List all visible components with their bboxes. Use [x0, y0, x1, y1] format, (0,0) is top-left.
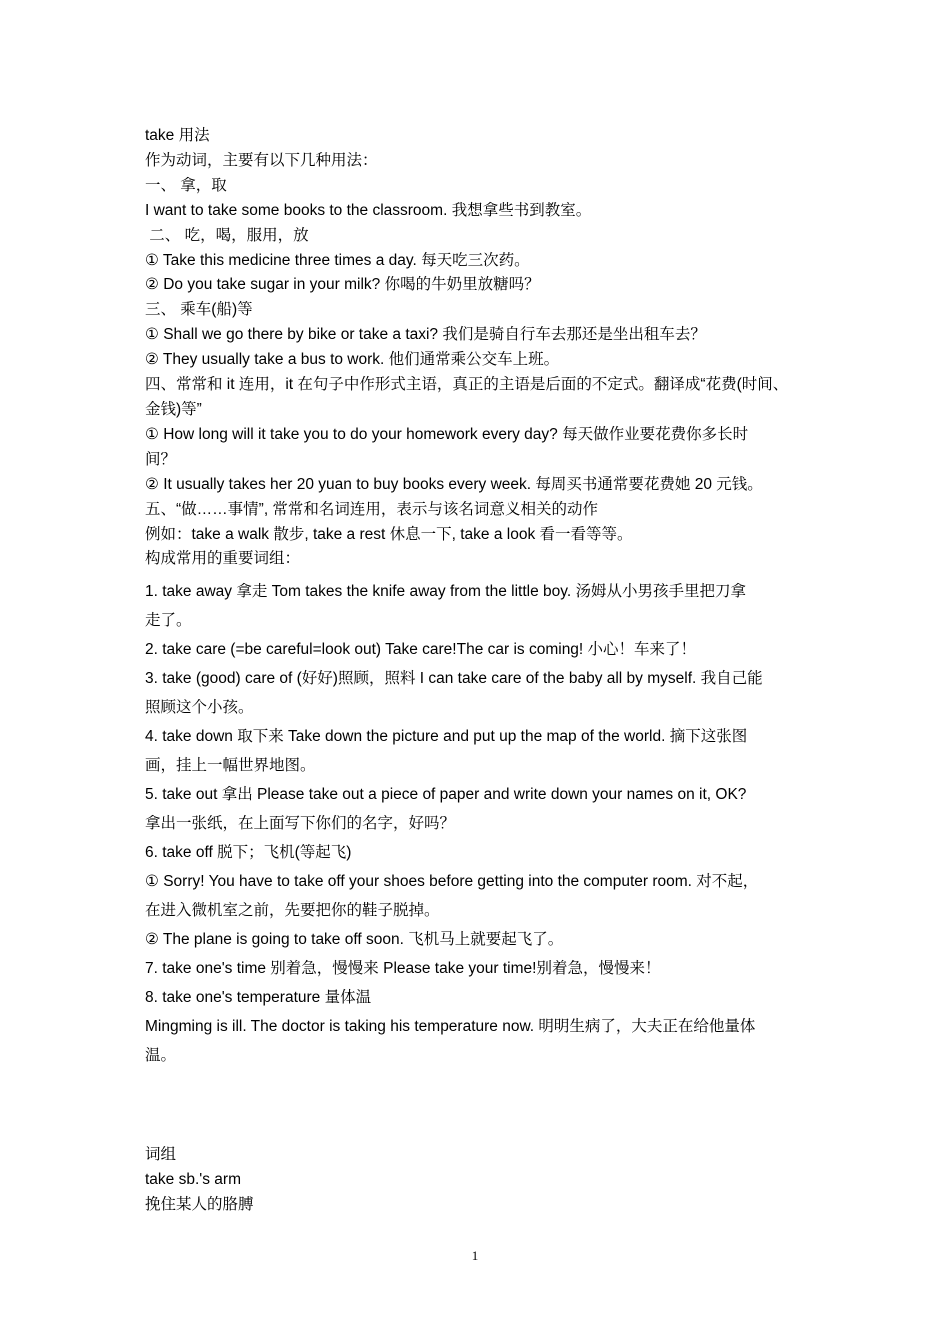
section-line: 金钱)等” — [145, 400, 202, 418]
vocab-meaning: 挽住某人的胳膊 — [145, 1196, 254, 1214]
phrase-line: ① Sorry! You have to take off your shoes before getting into the computer room. 对不起， — [145, 873, 759, 891]
phrase-line: 照顾这个小孩。 — [145, 699, 254, 717]
section-line: 间？ — [145, 450, 177, 468]
section-line: I want to take some books to the classroom. 我想拿些书到教室。 — [145, 201, 592, 219]
section-line: 一、 拿，取 — [145, 176, 227, 194]
phrase-line: 温。 — [145, 1047, 177, 1065]
spacer — [145, 1070, 825, 1143]
section-line: ① Shall we go there by bike or take a taxi? 我们是骑自行车去那还是坐出租车去？ — [145, 326, 706, 344]
vocab-term: take sb.'s arm — [145, 1171, 241, 1189]
section-line: ② Do you take sugar in your milk? 你喝的牛奶里放糖吗？ — [145, 276, 540, 294]
phrase-line: 6. take off 脱下；飞机(等起飞) — [145, 844, 352, 862]
section-line: 五、“做……事情”, 常常和名词连用，表示与该名词意义相关的动作 — [145, 500, 598, 518]
section-line: ① How long will it take you to do your homework every day? 每天做作业要花费你多长时 — [145, 425, 749, 443]
phrase-line: 拿出一张纸，在上面写下你们的名字，好吗？ — [145, 815, 456, 833]
phrase-line: 3. take (good) care of (好好)照顾，照料 I can take care of the baby all by myself. 我自己能 — [145, 670, 763, 688]
phrase-line: 走了。 — [145, 612, 192, 630]
phrase-line: 在进入微机室之前，先要把你的鞋子脱掉。 — [145, 902, 440, 920]
phrase-line: 4. take down 取下来 Take down the picture and put up the map of the world. 摘下这张图 — [145, 728, 748, 746]
section-line: ② They usually take a bus to work. 他们通常乘公交车上班。 — [145, 351, 560, 369]
section-line: ② It usually takes her 20 yuan to buy books every week. 每周买书通常要花费她 20 元钱。 — [145, 475, 763, 493]
vocab-heading: 词组 — [145, 1146, 177, 1164]
document-title: take 用法 — [145, 127, 210, 144]
phrase-line: 1. take away 拿走 Tom takes the knife away from the little boy. 汤姆从小男孩手里把刀拿 — [145, 583, 746, 601]
page-number: 1 — [471, 1248, 479, 1263]
section-line: 例如：take a walk 散步, take a rest 休息一下, take a look 看一看等等。 — [145, 525, 633, 543]
phrase-line: Mingming is ill. The doctor is taking his temperature now. 明明生病了，大夫正在给他量体 — [145, 1018, 756, 1036]
phrase-line: 2. take care (=be careful=look out) Take care!The car is coming! 小心！车来了！ — [145, 641, 697, 659]
section-line: ① Take this medicine three times a day. 每天吃三次药。 — [145, 251, 530, 269]
document-body — [145, 124, 825, 1218]
section-line: 二、 吃，喝，服用，放 — [145, 226, 309, 244]
intro-line: 作为动词，主要有以下几种用法： — [145, 151, 378, 169]
phrase-line: 5. take out 拿出 Please take out a piece of paper and write down your names on it, OK? — [145, 786, 747, 804]
phrases-heading: 构成常用的重要词组： — [145, 550, 301, 568]
phrase-line: 8. take one's temperature 量体温 — [145, 989, 372, 1007]
phrase-line: 画，挂上一幅世界地图。 — [145, 757, 316, 775]
phrase-line: 7. take one's time 别着急，慢慢来 Please take your time!别着急，慢慢来！ — [145, 960, 661, 978]
section-line: 三、 乘车(船)等 — [145, 301, 253, 319]
phrase-line: ② The plane is going to take off soon. 飞机马上就要起飞了。 — [145, 931, 564, 949]
section-line: 四、常常和 it 连用，it 在句子中作形式主语，真正的主语是后面的不定式。翻译成“花费(时间、 — [145, 376, 789, 394]
